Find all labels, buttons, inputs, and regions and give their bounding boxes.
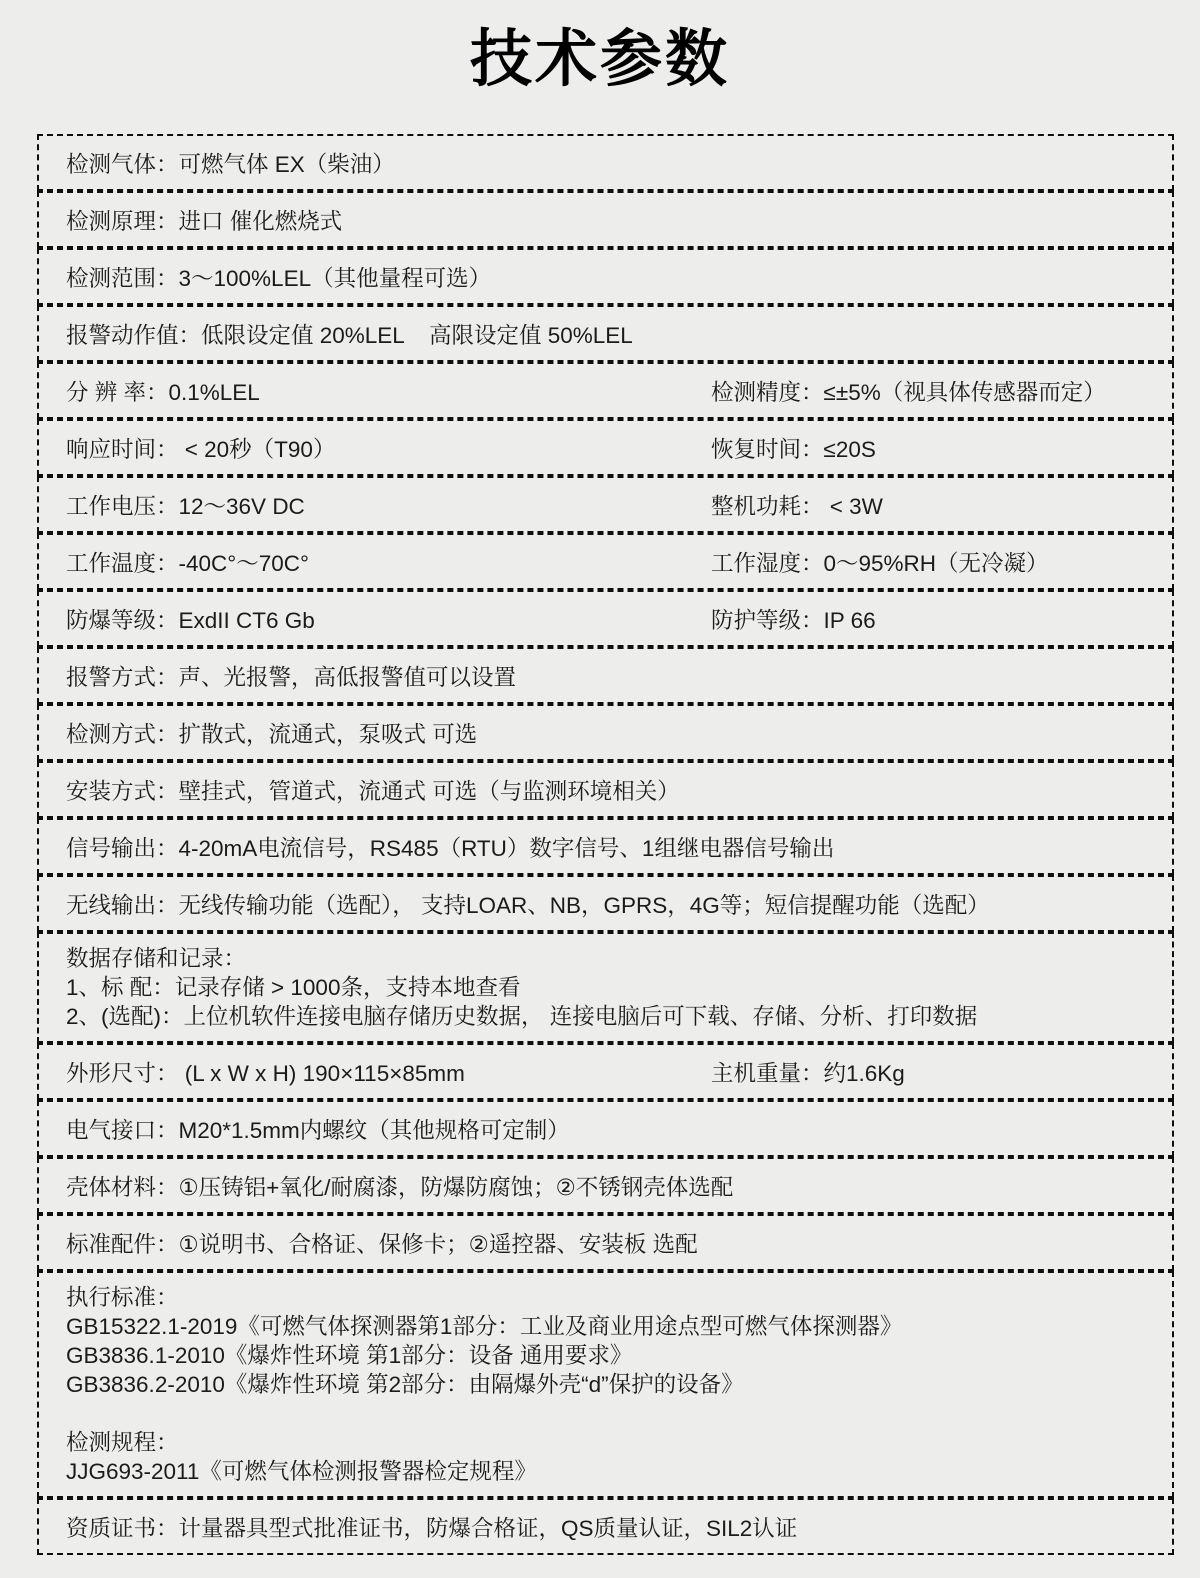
spec-text: 检测范围：3～100%LEL（其他量程可选） <box>66 265 492 291</box>
spec-text: 无线输出：无线传输功能（选配）， 支持LOAR、NB，GPRS，4G等；短信提醒功能（选配） <box>66 892 990 918</box>
spec-row-temperature-humidity <box>37 533 1174 590</box>
spec-line: GB15322.1-2019《可燃气体探测器第1部分：工业及商业用途点型可燃气体探测器》 <box>66 1314 903 1339</box>
spec-right: 恢复时间：≤20S <box>711 436 876 462</box>
spec-row-detection-gas <box>37 134 1174 191</box>
spec-row-standard-accessories <box>37 1214 1174 1271</box>
spec-text: 报警方式：声、光报警，高低报警值可以设置 <box>66 664 517 690</box>
spec-row-alarm-mode <box>37 647 1174 704</box>
spec-row-alarm-setpoint <box>37 305 1174 362</box>
spec-row-wireless-output <box>37 875 1174 932</box>
spec-text: 信号输出：4-20mA电流信号，RS485（RTU）数字信号、1组继电器信号输出 <box>66 835 835 861</box>
spec-line: 检测规程： <box>66 1430 179 1455</box>
spec-left: 外形尺寸： (L x W x H) 190×115×85mm <box>66 1060 465 1086</box>
spec-row-data-storage <box>37 932 1174 1043</box>
spec-text: 电气接口：M20*1.5mm内螺纹（其他规格可定制） <box>66 1117 570 1143</box>
spec-text: 标准配件：①说明书、合格证、保修卡；②遥控器、安装板 选配 <box>66 1231 698 1257</box>
spec-row-electrical-interface <box>37 1100 1174 1157</box>
spec-row-dimensions-weight <box>37 1043 1174 1100</box>
spec-text: 报警动作值：低限设定值 20%LEL 高限设定值 50%LEL <box>66 322 633 348</box>
spec-row-resolution-accuracy <box>37 362 1174 419</box>
spec-row-explosion-proof-rating <box>37 590 1174 647</box>
spec-text: 资质证书：计量器具型式批准证书，防爆合格证，QS质量认证，SIL2认证 <box>66 1515 798 1541</box>
spec-left: 防爆等级：ExdII CT6 Gb <box>66 607 315 633</box>
spec-line: JJG693-2011《可燃气体检测报警器检定规程》 <box>66 1459 537 1484</box>
spec-line: 数据存储和记录： <box>66 946 247 971</box>
spec-left: 工作电压：12～36V DC <box>66 493 305 519</box>
spec-line: 2、(选配)：上位机软件连接电脑存储历史数据， 连接电脑后可下载、存储、分析、打印数据 <box>66 1004 978 1029</box>
spec-text: 检测气体：可燃气体 EX（柴油） <box>66 151 395 177</box>
spec-line: GB3836.2-2010《爆炸性环境 第2部分：由隔爆外壳“d”保护的设备》 <box>66 1372 744 1397</box>
spec-right: 检测精度：≤±5%（视具体传感器而定） <box>711 379 1106 405</box>
spec-row-detection-range <box>37 248 1174 305</box>
spec-table <box>37 134 1174 1555</box>
spec-line: 执行标准： <box>66 1285 179 1310</box>
spec-text: 检测方式：扩散式，流通式，泵吸式 可选 <box>66 721 478 747</box>
spec-text: 检测原理：进口 催化燃烧式 <box>66 208 343 234</box>
spec-right: 整机功耗： < 3W <box>711 493 883 519</box>
spec-row-installation-mode <box>37 761 1174 818</box>
spec-row-signal-output <box>37 818 1174 875</box>
spec-row-housing-material <box>37 1157 1174 1214</box>
spec-right: 防护等级：IP 66 <box>711 607 876 633</box>
spec-row-detection-mode <box>37 704 1174 761</box>
spec-text: 安装方式：壁挂式，管道式，流通式 可选（与监测环境相关） <box>66 778 680 804</box>
spec-left: 分 辨 率：0.1%LEL <box>66 379 260 405</box>
spec-row-certificates <box>37 1498 1174 1555</box>
spec-row-detection-principle <box>37 191 1174 248</box>
spec-row-voltage-power <box>37 476 1174 533</box>
spec-right: 主机重量：约1.6Kg <box>711 1060 905 1086</box>
spec-line: GB3836.1-2010《爆炸性环境 第1部分：设备 通用要求》 <box>66 1343 633 1368</box>
spec-text: 壳体材料：①压铸铝+氧化/耐腐漆，防爆防腐蚀；②不锈钢壳体选配 <box>66 1174 734 1200</box>
spec-row-response-recovery-time <box>37 419 1174 476</box>
spec-line-blank <box>66 1399 1156 1428</box>
spec-left: 响应时间： < 20秒（T90） <box>66 436 336 462</box>
spec-line: 1、标 配：记录存储 > 1000条，支持本地查看 <box>66 975 521 1000</box>
spec-right: 工作湿度：0～95%RH（无冷凝） <box>711 550 1049 576</box>
page-title: 技术参数 <box>469 25 730 94</box>
spec-row-standards-regulations <box>37 1271 1174 1498</box>
spec-left: 工作温度：-40C°～70C° <box>66 550 310 576</box>
